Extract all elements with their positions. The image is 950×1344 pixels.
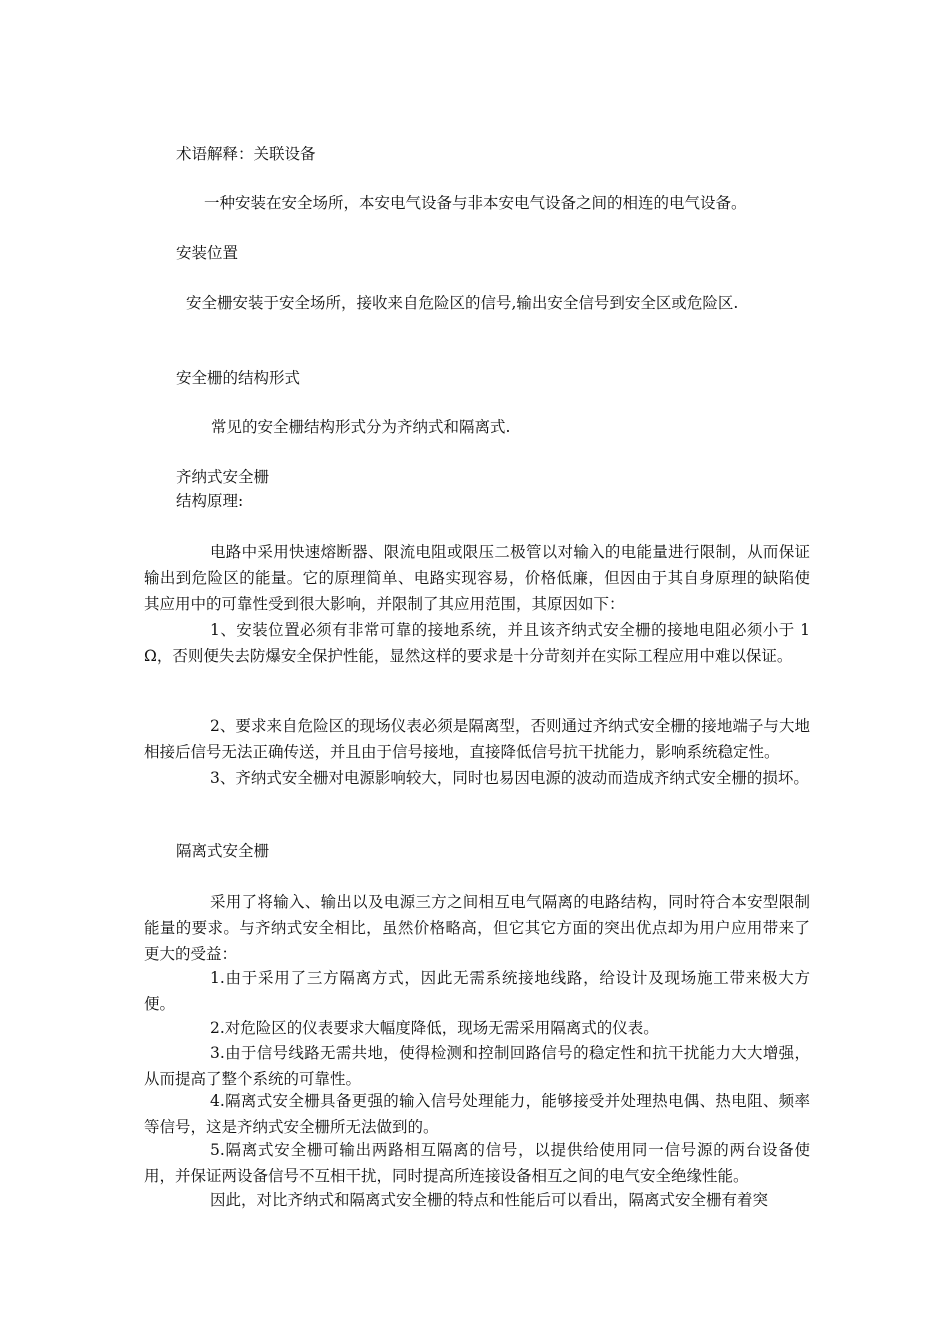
isolation-item-1: 1.由于采用了三方隔离方式，因此无需系统接地线路，给设计及现场施工带来极大方便。 xyxy=(144,969,810,1013)
install-heading: 安装位置 xyxy=(176,244,239,262)
zener-principle-label: 结构原理: xyxy=(176,492,244,510)
isolation-item-3: 3.由于信号线路无需共地，使得检测和控制回路信号的稳定性和抗干扰能力大大增强，从而提高了整个系统的可靠性。 xyxy=(144,1044,810,1088)
zener-heading: 齐纳式安全栅 xyxy=(176,468,270,486)
install-text: 安全栅安装于安全场所，接收来自危险区的信号,输出安全信号到安全区或危险区. xyxy=(186,294,739,312)
term-heading: 术语解释：关联设备 xyxy=(176,145,316,163)
conclusion: 因此，对比齐纳式和隔离式安全栅的特点和性能后可以看出，隔离式安全栅有着突 xyxy=(210,1191,769,1209)
isolation-item-4: 4.隔离式安全栅具备更强的输入信号处理能力，能够接受并处理热电偶、热电阻、频率等信号，这是齐纳式安全栅所无法做到的。 xyxy=(144,1092,810,1136)
zener-item-1: 1、安装位置必须有非常可靠的接地系统，并且该齐纳式安全栅的接地电阻必须小于 1 Ω，否则便失去防爆安全保护性能，显然这样的要求是十分苛刻并在实际工程应用中难以保证。 xyxy=(144,621,810,665)
zener-item-2: 2、要求来自危险区的现场仪表必须是隔离型，否则通过齐纳式安全栅的接地端子与大地相接后信号无法正确传送，并且由于信号接地，直接降低信号抗干扰能力，影响系统稳定性。 xyxy=(144,717,810,761)
term-definition: 一种安装在安全场所，本安电气设备与非本安电气设备之间的相连的电气设备。 xyxy=(204,194,747,212)
isolation-paragraph: 采用了将输入、输出以及电源三方之间相互电气隔离的电路结构，同时符合本安型限制能量的要求。与齐纳式安全相比，虽然价格略高，但它其它方面的突出优点却为用户应用带来了更大的受益： xyxy=(144,893,810,963)
structure-heading: 安全栅的结构形式 xyxy=(176,369,301,387)
isolation-item-5: 5.隔离式安全栅可输出两路相互隔离的信号，以提供给使用同一信号源的两台设备使用，并保证两设备信号不互相干扰，同时提高所连接设备相互之间的电气安全绝缘性能。 xyxy=(144,1141,810,1185)
zener-item-3: 3、齐纳式安全栅对电源影响较大，同时也易因电源的波动而造成齐纳式安全栅的损坏。 xyxy=(210,769,809,787)
isolation-item-2: 2.对危险区的仪表要求大幅度降低，现场无需采用隔离式的仪表。 xyxy=(210,1019,659,1037)
structure-text: 常见的安全栅结构形式分为齐纳式和隔离式. xyxy=(211,418,511,436)
zener-paragraph: 电路中采用快速熔断器、限流电阻或限压二极管以对输入的电能量进行限制，从而保证输出到危险区的能量。它的原理简单、电路实现容易，价格低廉，但因由于其自身原理的缺陷使其应用中的可靠性受到很大影响，并限制了其应用范围，其原因如下： xyxy=(144,543,810,613)
isolation-heading: 隔离式安全栅 xyxy=(176,842,270,860)
